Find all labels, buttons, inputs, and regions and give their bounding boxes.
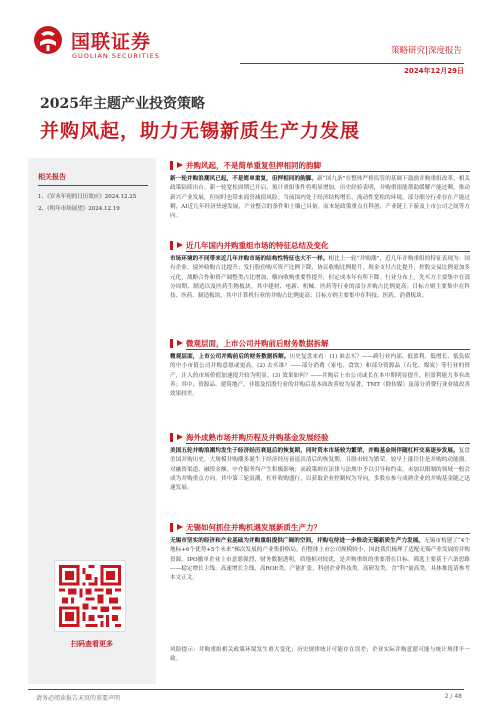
qr-code[interactable] bbox=[54, 560, 126, 632]
qr-code-icon bbox=[59, 565, 121, 627]
header-divider bbox=[240, 63, 464, 64]
related-reports-heading: 相关报告 bbox=[38, 173, 66, 181]
risk-warning: 风险提示：并购重组相关政策环境发生重大变化；历史规律统计可能存在误差；企业实际并购意愿可能与统计规律不一致。 bbox=[170, 647, 470, 663]
sidebar-panel bbox=[28, 158, 156, 684]
section-arrow-icon bbox=[177, 162, 183, 168]
section-heading: 并购风起，不是简单重复但押相同的韵脚 bbox=[170, 160, 470, 171]
section-arrow-icon bbox=[177, 434, 183, 440]
section-bar-icon bbox=[170, 523, 173, 532]
section-heading: 微观层面，上市公司并购前后财务数据拆解 bbox=[170, 338, 470, 349]
section-bar-icon bbox=[170, 339, 173, 348]
report-subtitle: 2025年主题产业投资策略 bbox=[40, 96, 205, 112]
brand-logo bbox=[33, 24, 203, 68]
section-arrow-icon bbox=[177, 340, 183, 346]
section-paragraph: 无锡市坚实的经济和产业基础为并购重组提供广阔的空间，并购屯待进一步推动无锡新质生产力发展。无锡市构建了“4个地标+6个优势+5个未来”梯次发展的产业集群格局，但整体上市公司规模较小，因此我们梳理了适配无锡产业发展的并购资源。IPO撤单企业上市意愿强烈，财务数据透明，质地相对较优，是并购重组的重要潜在目标。筛选主要基于六条思路——稳定增长主线、高速增长主线、高ROE类，产能扩张，科创企业科技类、高研发类、含“科”量高类，具体推选请参考本文正文。 bbox=[170, 538, 470, 582]
related-report-link[interactable]: 2、《明年市场展望》2024.12.19 bbox=[38, 206, 120, 212]
section-bar-icon bbox=[170, 241, 173, 250]
section-paragraph: 市场环境的不同带来近几年并购市场的结构性特征也大不一样。相比上一轮“并购潮”，近几年并购重组的特征表现为：国有企业、境外收购占比提升；发行股份购买资产比例下降、协议收购比例提升，现金支付占比提升，控股交易比例更加多元化，战略合作和资产调整类占比增加，横向收购重要性提升，但定成本年有所下降。行业分布上，先买方主要集中在部分周期、制造以及医药生物板块，其中建材、电新、机械、医药等行业的部分并购占比例更高；目标方则主要集中在科技、医药、制造板块，其中计算机行业的并购占比例更高；目标方则主要集中在科技、医药、消费板块。 bbox=[170, 256, 470, 300]
report-date: 2024年12月29日 bbox=[404, 67, 464, 75]
section-arrow-icon bbox=[177, 524, 183, 530]
section-paragraph: 微观层面，上市公司并购前后的财务数据拆解。历史复盘来看：(1) 谁去买？——跨行业内部、低盈利、低增长、低负债的中小市值公司并购意愿或更高。(2) 去买谁？——部分消费（家电、食饮）和部分资源品（石化、煤炭）等行业的资产，注入的市场价值加速提升较为明显。(3) 效果如何？——并购后上市公司或长在本中期明显提升，但盈利能力多有改善；其中，资源品、建筑地产、非银及招股行业的并购后基本面改善较为显著，TMT（除传媒）及部分消费行业业绩改善效果较差。 bbox=[170, 354, 470, 398]
section-heading: 无锡如何抓住并购机遇发展新质生产力？ bbox=[170, 522, 470, 533]
page-number: 2 / 48 bbox=[444, 693, 462, 700]
logo-text-en: GUOLIAN SECURITIES bbox=[72, 52, 160, 60]
section-bar-icon bbox=[170, 161, 173, 170]
section-bar-icon bbox=[170, 433, 173, 442]
footer-disclaimer: 请务必阅读报告末页的重要声明 bbox=[36, 695, 121, 702]
logo-text-cn: 国联证券 bbox=[71, 31, 152, 53]
report-type: 策略研究|深度报告 bbox=[391, 46, 462, 56]
sidebar-divider bbox=[38, 185, 148, 186]
section-arrow-icon bbox=[177, 242, 183, 248]
section-paragraph: 新一轮并购浪潮风已起，不是简单重复，但押相同的韵脚。新“国九条”在整体严格监管的基调下鼓励并购重组改革，相关政策陆续出台，新一轮宽松周期已开启，預计重组事件将明显增加。历史经验表明，并购重组能帮助缓解产能过剩，推动新兴产业发展，但同时也带来商誉减值风险。当前国内处于经济结构增长、流动性宽松的环境，部分细分行业存在产能过剩，AI近几年经济快速发展，产业整合的条件和土壤已具备。而本轮政策重点在科创、产业链上下游及上市公司之间等方向。 bbox=[170, 176, 470, 220]
section-paragraph: 美国五轮并购浪潮均发生于经济经历衰退后的恢复期，同时资本市场较为繁荣，并购基金则伴随杠杆交易逐步发展。复盘美国并购历史，大规模并购潮多诞生于经济经历衰退出清后的恢复期，且股市较为繁荣。较早上涨往往是并购的动能器，对融资渠道、融资金额、中介服务均产生积极影响；而政策则在法律与法规中予以引导和约束，未加以限制的领域一般会成为并购重点方向。其中第三轮浪潮，杠杆收购盛行，以获取企业控制权为导向，多股东参与成熟企业的并购基金随之迅速发展。 bbox=[170, 448, 470, 492]
section-heading: 近几年国内并购重组市场的特征总结及变化 bbox=[170, 240, 470, 251]
guolian-logo-icon bbox=[33, 24, 63, 56]
related-report-link[interactable]: 1、《岁末年初的日历效应》2024.12.25 bbox=[38, 194, 137, 200]
qr-code-label: 扫码查看更多 bbox=[71, 640, 113, 648]
footer-divider bbox=[28, 689, 464, 690]
section-heading: 海外成熟市场并购历程及并购基金发展经验 bbox=[170, 432, 470, 443]
report-title: 并购风起，助力无锡新质生产力发展 bbox=[40, 120, 361, 142]
